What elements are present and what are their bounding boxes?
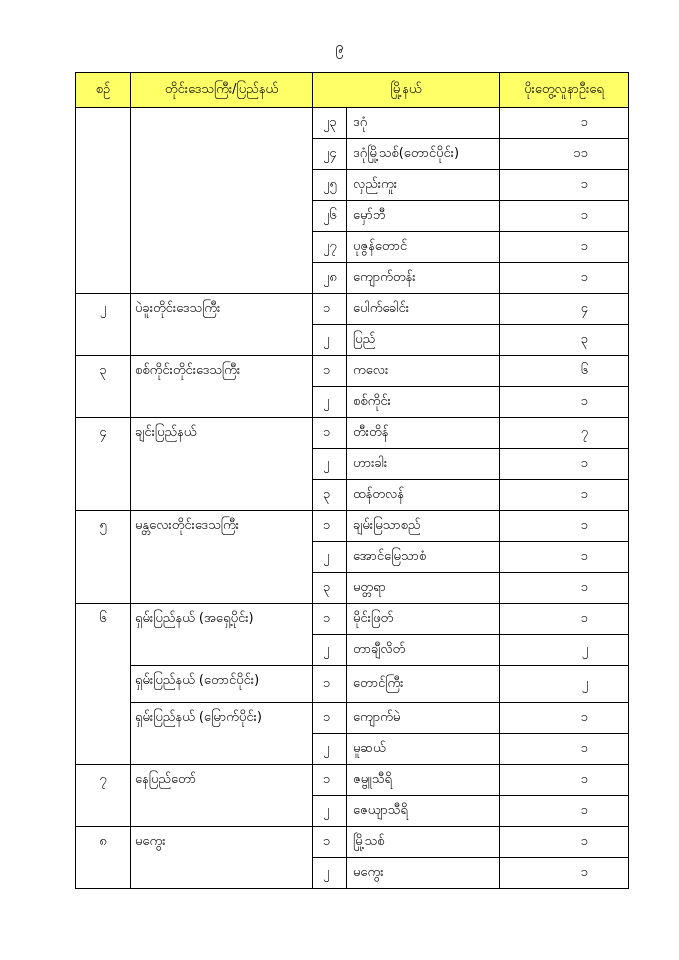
township-number: ၁	[313, 765, 347, 796]
serial-number: ၅	[76, 511, 131, 604]
table-row	[76, 604, 629, 635]
township-name: ကလေး	[347, 356, 500, 387]
case-count: ၁	[500, 827, 629, 858]
case-count: ၁	[500, 734, 629, 765]
case-count: ၁	[500, 108, 629, 139]
table-row	[76, 703, 629, 734]
region-name: မကွေး	[131, 827, 313, 889]
township-number: ၁	[313, 418, 347, 449]
case-count: ၁	[500, 263, 629, 294]
table-row	[76, 294, 629, 325]
township-name: ဒဂုံ	[347, 108, 500, 139]
township-number: ၂	[313, 449, 347, 480]
table-row	[76, 108, 629, 139]
table-row	[76, 418, 629, 449]
township-number: ၁	[313, 666, 347, 703]
township-name: မှော်ဘီ	[347, 201, 500, 232]
township-name: မတ္တရာ	[347, 573, 500, 604]
region-name: ရှမ်းပြည်နယ် (မြောက်ပိုင်း)	[131, 703, 313, 765]
serial-number: ၃	[76, 356, 131, 418]
region-name	[131, 108, 313, 294]
township-number: ၂၆	[313, 201, 347, 232]
case-count: ၁	[500, 703, 629, 734]
township-number: ၂၃	[313, 108, 347, 139]
region-name: နေပြည်တော်	[131, 765, 313, 827]
page-number: ၉	[335, 38, 344, 56]
township-number: ၂	[313, 635, 347, 666]
table-body	[76, 108, 629, 889]
case-count: ၂	[500, 666, 629, 703]
township-number: ၃	[313, 480, 347, 511]
township-name: ကျောက်မဲ	[347, 703, 500, 734]
township-number: ၂	[313, 796, 347, 827]
case-count: ၁	[500, 449, 629, 480]
township-number: ၂	[313, 387, 347, 418]
township-name: ဒဂုံမြို့သစ်(တောင်ပိုင်း)	[347, 139, 500, 170]
township-name: မြို့သစ်	[347, 827, 500, 858]
township-name: ပုဇွန်တောင်	[347, 232, 500, 263]
serial-number: ၂	[76, 294, 131, 356]
table-row	[76, 765, 629, 796]
header-township: မြို့နယ်	[313, 73, 500, 108]
township-number: ၂	[313, 858, 347, 889]
township-number: ၁	[313, 827, 347, 858]
township-number: ၁	[313, 604, 347, 635]
region-name: စစ်ကိုင်းတိုင်းဒေသကြီး	[131, 356, 313, 418]
township-name: လှည်းကူး	[347, 170, 500, 201]
case-count: ၃	[500, 325, 629, 356]
table-header-row	[76, 73, 629, 108]
table-row	[76, 356, 629, 387]
table-row	[76, 511, 629, 542]
serial-number	[76, 108, 131, 294]
case-count: ၁၁	[500, 139, 629, 170]
serial-number: ၇	[76, 765, 131, 827]
township-number: ၂	[313, 542, 347, 573]
township-name: မကွေး	[347, 858, 500, 889]
case-count: ၁	[500, 858, 629, 889]
table-row	[76, 666, 629, 703]
township-number: ၂၇	[313, 232, 347, 263]
township-name: ဇမ္ဗူသီရိ	[347, 765, 500, 796]
case-count: ၁	[500, 604, 629, 635]
case-count: ၁	[500, 765, 629, 796]
township-number: ၁	[313, 703, 347, 734]
region-name: ချင်းပြည်နယ်	[131, 418, 313, 511]
township-name: ပြည်	[347, 325, 500, 356]
township-name: မိုင်းဖြတ်	[347, 604, 500, 635]
township-number: ၂၅	[313, 170, 347, 201]
township-name: အောင်မြေသာစံ	[347, 542, 500, 573]
township-name: ပေါက်ခေါင်း	[347, 294, 500, 325]
case-count: ၆	[500, 356, 629, 387]
case-count: ၁	[500, 573, 629, 604]
table-row	[76, 827, 629, 858]
region-name: မန္တလေးတိုင်းဒေသကြီး	[131, 511, 313, 604]
case-count: ၁	[500, 232, 629, 263]
serial-number: ၄	[76, 418, 131, 511]
header-case-count: ပိုးတွေ့လူနာဦးရေ	[500, 73, 629, 108]
serial-number: ၆	[76, 604, 131, 765]
township-name: ဇေယျာသီရိ	[347, 796, 500, 827]
case-count: ၁	[500, 542, 629, 573]
township-name: တာချီလိတ်	[347, 635, 500, 666]
township-name: တောင်ကြီး	[347, 666, 500, 703]
township-name: တီးတိန်	[347, 418, 500, 449]
township-number: ၂	[313, 734, 347, 765]
header-region: တိုင်းဒေသကြီး/ပြည်နယ်	[131, 73, 313, 108]
case-count: ၁	[500, 201, 629, 232]
township-name: စစ်ကိုင်း	[347, 387, 500, 418]
township-number: ၂၄	[313, 139, 347, 170]
township-number: ၁	[313, 294, 347, 325]
township-name: ချမ်းမြသာစည်	[347, 511, 500, 542]
township-number: ၂၈	[313, 263, 347, 294]
case-count: ၁	[500, 387, 629, 418]
township-name: ထန်တလန်	[347, 480, 500, 511]
township-name: ကျောက်တန်း	[347, 263, 500, 294]
case-count: ၁	[500, 511, 629, 542]
region-name: ရှမ်းပြည်နယ် (အရှေ့ပိုင်း)	[131, 604, 313, 666]
header-serial: စဉ်	[76, 73, 131, 108]
case-count: ၂	[500, 635, 629, 666]
case-count: ၁	[500, 480, 629, 511]
township-name: မူဆယ်	[347, 734, 500, 765]
region-name: ပဲခူးတိုင်းဒေသကြီး	[131, 294, 313, 356]
serial-number: ၈	[76, 827, 131, 889]
case-count: ၁	[500, 170, 629, 201]
township-number: ၁	[313, 511, 347, 542]
township-number: ၃	[313, 573, 347, 604]
township-number: ၁	[313, 356, 347, 387]
case-count: ၁	[500, 796, 629, 827]
cases-table	[75, 72, 629, 889]
region-name: ရှမ်းပြည်နယ် (တောင်ပိုင်း)	[131, 666, 313, 703]
case-count: ၇	[500, 418, 629, 449]
township-number: ၂	[313, 325, 347, 356]
case-count: ၄	[500, 294, 629, 325]
township-name: ဟားခါး	[347, 449, 500, 480]
